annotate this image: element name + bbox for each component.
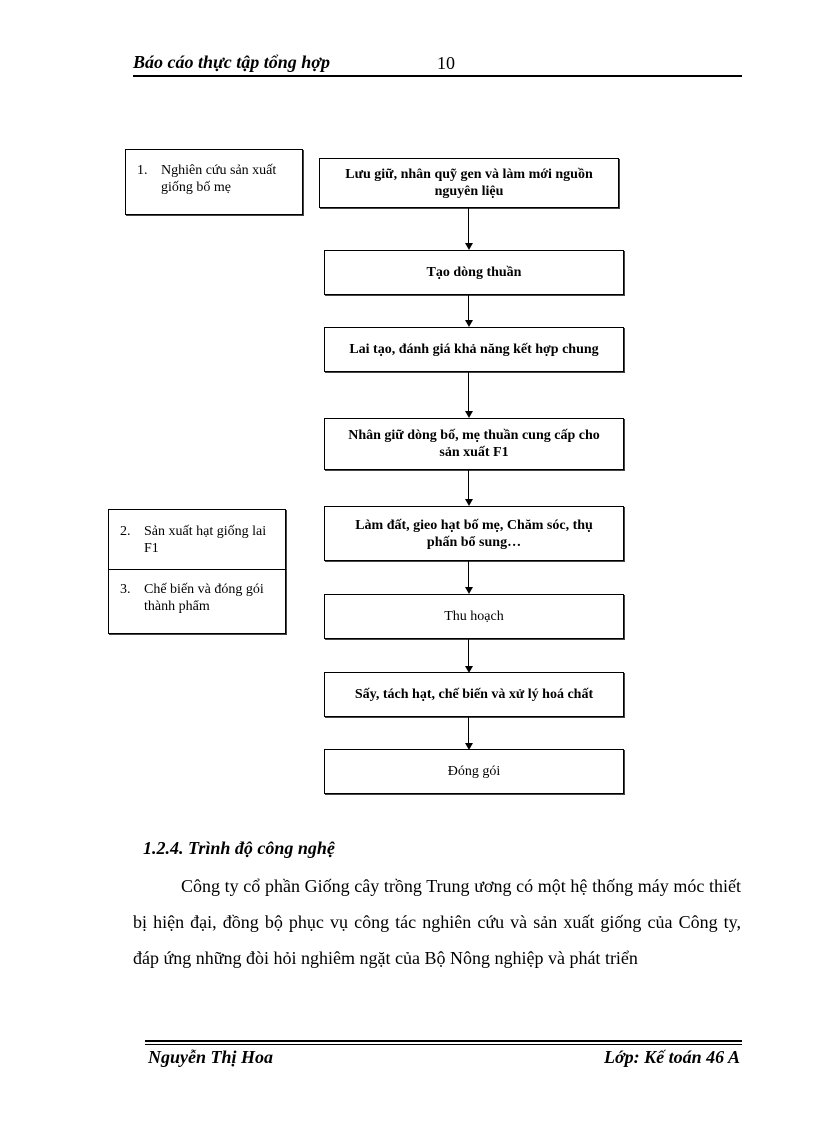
flow-step-4: Nhân giữ dòng bố, mẹ thuần cung cấp cho sản xuất F1 [324, 418, 624, 470]
section-heading: 1.2.4. Trình độ công nghệ [143, 838, 335, 858]
flow-arrow-7 [468, 717, 469, 743]
flow-step-1: Lưu giữ, nhân quỹ gen và làm mới nguồn nguyên liệu [319, 158, 619, 208]
side-box-research [125, 149, 303, 215]
flow-arrow-6 [468, 639, 469, 666]
flow-step-5: Làm đất, gieo hạt bố mẹ, Chăm sóc, thụ phấn bổ sung… [324, 506, 624, 561]
flow-arrow-5 [468, 561, 469, 587]
flow-step-7: Sấy, tách hạt, chế biến và xử lý hoá chất [324, 672, 624, 717]
flow-arrow-2 [468, 295, 469, 320]
flow-step-3: Lai tạo, đánh giá khả năng kết hợp chung [324, 327, 624, 372]
flow-step-6: Thu hoạch [324, 594, 624, 639]
section-paragraph: Công ty cổ phần Giống cây trồng Trung ương có một hệ thống máy móc thiết bị hiện đại, đồng bộ phục vụ công tác nghiên cứu và sản xuất giống của Công ty, đáp ứng những đòi hỏi nghiêm ngặt của Bộ Nông nghiệp và phát triển [133, 876, 741, 968]
flow-arrowhead-5 [465, 587, 473, 594]
flow-step-2: Tạo dòng thuần [324, 250, 624, 295]
flow-arrowhead-1 [465, 243, 473, 250]
side-item-1-number: 1. [137, 163, 148, 178]
flow-arrow-3 [468, 372, 469, 411]
page-number: 10 [437, 53, 455, 73]
side-box-divider [109, 569, 285, 570]
flow-arrow-1 [468, 208, 469, 243]
flow-arrowhead-2 [465, 320, 473, 327]
flow-arrowhead-3 [465, 411, 473, 418]
header-title: Báo cáo thực tập tổng hợp [133, 52, 330, 72]
side-item-1-text: Nghiên cứu sản xuất giống bố mẹ [161, 163, 277, 195]
footer-class: Lớp: Kế toán 46 A [604, 1047, 740, 1067]
side-item-1 [137, 162, 293, 196]
footer-rule-thin [145, 1044, 742, 1045]
side-item-2-text: Sản xuất hạt giống lai F1 [144, 524, 267, 556]
side-item-3 [120, 581, 280, 615]
side-item-2-number: 2. [120, 524, 131, 539]
side-item-2 [120, 523, 280, 557]
flow-step-8: Đóng gói [324, 749, 624, 794]
footer-rule-thick [145, 1040, 742, 1042]
flow-arrowhead-4 [465, 499, 473, 506]
footer-author: Nguyễn Thị Hoa [148, 1047, 274, 1067]
header-rule [133, 75, 742, 77]
side-item-3-number: 3. [120, 582, 131, 597]
side-box-production [108, 509, 286, 634]
flow-arrow-4 [468, 470, 469, 499]
side-item-3-text: Chế biến và đóng gói thành phẩm [144, 582, 264, 614]
